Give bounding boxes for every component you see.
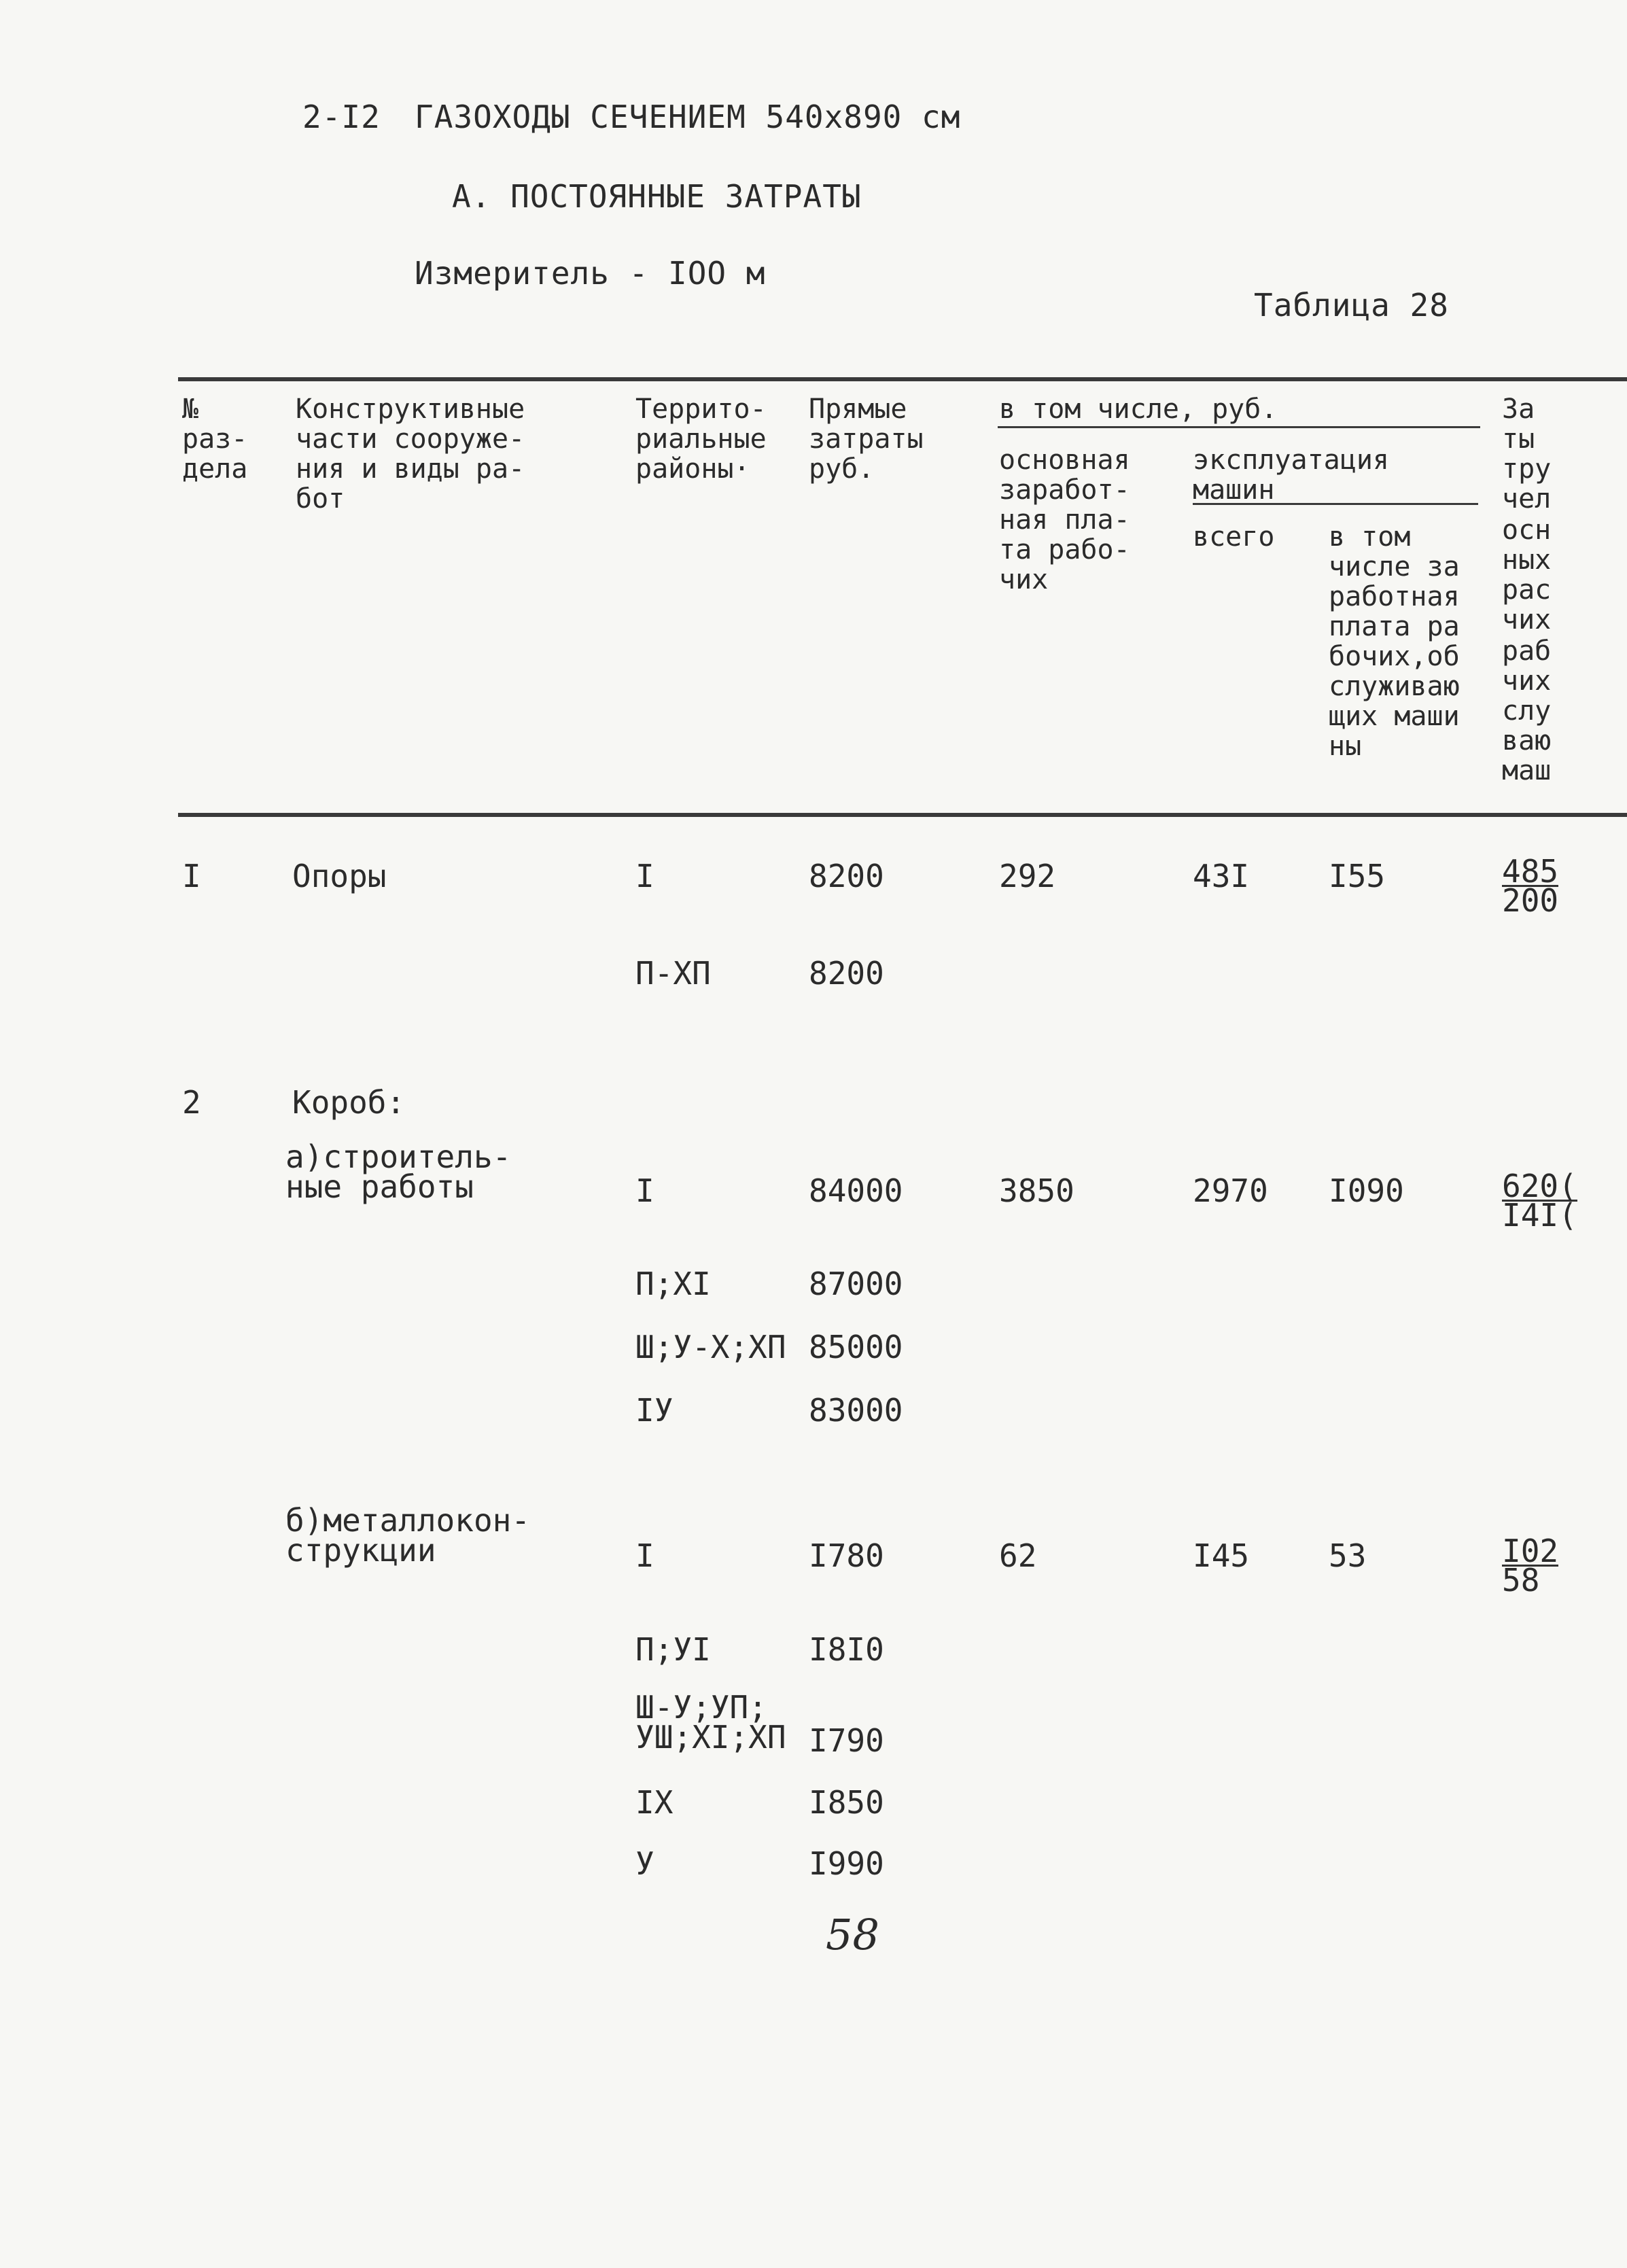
unit-label: Измеритель - IOO м <box>415 255 766 292</box>
machine-wage-cell: I55 <box>1329 858 1386 894</box>
region-cell: I <box>635 1172 654 1209</box>
direct-cost-cell: I780 <box>809 1537 884 1574</box>
labor-fraction <box>1502 1168 1577 1234</box>
direct-cost-cell: 84000 <box>809 1172 903 1209</box>
row-name: Опоры <box>292 858 387 894</box>
group-incl-rule <box>998 426 1480 428</box>
machine-wage-cell: I090 <box>1329 1172 1404 1209</box>
labor-numerator: I02 <box>1502 1533 1559 1569</box>
row-subname: б)металлокон- струкции <box>285 1502 531 1569</box>
section-code: 2-I2 <box>302 99 381 135</box>
labor-fraction <box>1502 853 1559 919</box>
region-cell: I <box>635 858 654 894</box>
col-header-machine-wage: в том числе за работная плата ра бочих,об служиваю щих маши ны <box>1329 521 1460 762</box>
row-subname: а)строитель- ные работы <box>285 1138 512 1205</box>
direct-cost-cell: I790 <box>809 1722 884 1759</box>
header-bottom-rule <box>178 813 1627 817</box>
region-cell: У <box>635 1845 654 1882</box>
direct-cost-cell: 83000 <box>809 1392 903 1429</box>
col-header-group-incl: в том числе, руб. <box>999 394 1278 425</box>
table-label: Таблица 28 <box>1254 287 1449 324</box>
direct-cost-cell: 87000 <box>809 1266 903 1302</box>
region-cell: Ш-У;УП; УШ;XI;ХП <box>635 1689 786 1756</box>
row-number: 2 <box>182 1084 201 1121</box>
wage-cell: 292 <box>999 858 1056 894</box>
page-title: ГАЗОХОДЫ СЕЧЕНИЕМ 540x890 см <box>415 99 961 135</box>
region-cell: IУ <box>635 1392 673 1429</box>
direct-cost-cell: I8I0 <box>809 1631 884 1668</box>
col-header-labor-b: осн ных рас чих <box>1502 514 1552 635</box>
direct-cost-cell: 85000 <box>809 1329 903 1365</box>
col-header-number: № раз- дела <box>182 394 248 485</box>
col-header-wage: основная заработ- ная пла- та рабо- чих <box>999 444 1130 595</box>
direct-cost-cell: 8200 <box>809 955 884 992</box>
wage-cell: 3850 <box>999 1172 1074 1209</box>
col-header-machines-2: машин <box>1193 474 1275 506</box>
col-header-labor-a: За ты тру чел <box>1502 394 1552 514</box>
region-cell: I <box>635 1537 654 1574</box>
labor-numerator: 485 <box>1502 853 1559 890</box>
region-cell: П;XI <box>635 1266 711 1302</box>
header-top-rule <box>178 377 1627 381</box>
direct-cost-cell: I990 <box>809 1845 884 1882</box>
region-cell: IX <box>635 1784 673 1821</box>
labor-denominator: 58 <box>1502 1562 1540 1599</box>
labor-fraction <box>1502 1533 1559 1599</box>
row-name: Короб: <box>292 1084 406 1121</box>
page-number: 58 <box>826 1910 879 1959</box>
direct-cost-cell: I850 <box>809 1784 884 1821</box>
machines-total-cell: 43I <box>1193 858 1250 894</box>
col-header-labor-c: раб чих слу ваю маш <box>1502 635 1552 786</box>
row-number: I <box>182 858 201 894</box>
region-cell: Ш;У-Х;ХП <box>635 1329 786 1365</box>
col-header-machines: эксплуатация <box>1193 444 1389 476</box>
machine-wage-cell: 53 <box>1329 1537 1367 1574</box>
col-header-total: всего <box>1193 521 1275 553</box>
col-header-direct: Прямые затраты руб. <box>809 394 924 485</box>
machines-total-cell: I45 <box>1193 1537 1250 1574</box>
machines-total-cell: 2970 <box>1193 1172 1268 1209</box>
wage-cell: 62 <box>999 1537 1037 1574</box>
labor-numerator: 620( <box>1502 1168 1577 1204</box>
labor-denominator: I4I( <box>1502 1197 1577 1234</box>
page-subtitle: А. ПОСТОЯННЫЕ ЗАТРАТЫ <box>452 178 862 215</box>
col-header-regions: Террито- риальные районы· <box>635 394 767 485</box>
region-cell: П;УI <box>635 1631 711 1668</box>
direct-cost-cell: 8200 <box>809 858 884 894</box>
labor-denominator: 200 <box>1502 882 1559 919</box>
col-header-parts: Конструктивные части сооруже- ния и виды ра- бот <box>296 394 525 514</box>
region-cell: П-ХП <box>635 955 711 992</box>
